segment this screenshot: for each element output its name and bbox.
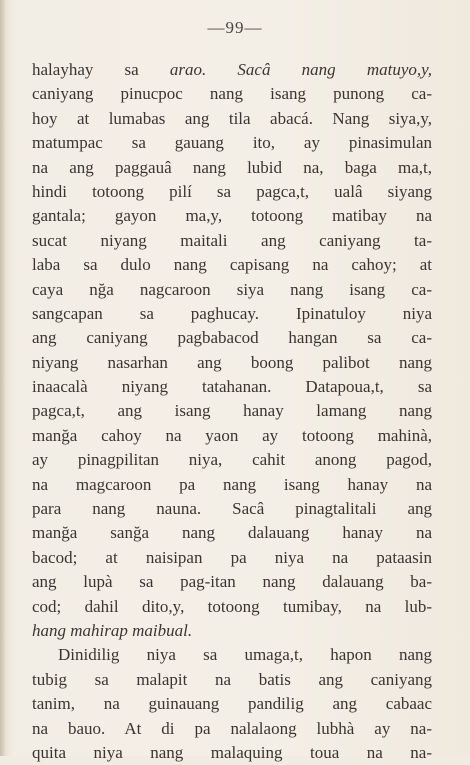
text-line: manğa cahoy na yaon ay totoong mahinà,: [32, 425, 432, 445]
text-line: niyang nasarhan ang boong palibot nang: [32, 352, 432, 372]
text-line: ay pinagpilitan niya, cahit anong pagod,: [32, 450, 432, 470]
text-line: ang lupà sa pag-itan nang dalauang ba-: [32, 572, 432, 592]
text-line: halayhay sa arao. Sacâ nang matuyo,y,: [32, 60, 432, 79]
text-line: hindi totoong pilí sa pagca,t, ualâ siyang: [32, 181, 432, 201]
text-line-paragraph-start: Dinidilig niya sa umaga,t, hapon nang: [58, 645, 432, 665]
text-line: na ang paggauâ nang lubid na, baga ma,t,: [32, 157, 432, 177]
text-line: pagca,t, ang isang hanay lamang nang: [32, 401, 432, 421]
text-line: sucat niyang maitali ang caniyang ta-: [32, 230, 432, 250]
text-line: sangcapan sa paghucay. Ipinatuloy niya: [32, 303, 432, 323]
text-line: matumpac sa gauang ito, ay pinasimulan: [32, 133, 432, 153]
text-line: tubig sa malapit na batis ang caniyang: [32, 669, 432, 689]
text-line: hoy at lumabas ang tila abacá. Nang siya,y,: [32, 108, 432, 128]
text-line: caya nğa nagcaroon siya nang isang ca-: [32, 279, 432, 299]
text-line: na bauo. At di pa nalalaong lubhà ay na-: [32, 718, 432, 738]
text-line: cod; dahil dito,y, totoong tumibay, na lub-: [32, 596, 432, 616]
text-line: ang caniyang pagbabacod hangan sa ca-: [32, 328, 432, 348]
text-line: gantala; gayon ma,y, totoong matibay na: [32, 206, 432, 226]
text-line: bacod; at naisipan pa niya na pataasin: [32, 547, 432, 567]
page-number: —99—: [207, 18, 263, 37]
text-line: manğa sanğa nang dalauang hanay na: [32, 523, 432, 543]
text-line: na magcaroon pa nang isang hanay na: [32, 474, 432, 494]
text-line: para nang nauna. Sacâ pinagtalitali ang: [32, 499, 432, 519]
text-line: inaacalà niyang tatahanan. Datapoua,t, sa: [32, 377, 432, 397]
text-line: caniyang pinucpoc nang isang punong ca-: [32, 84, 432, 104]
text-line: laba sa dulo nang capisang na cahoy; at: [32, 255, 432, 275]
body-text: [32, 58, 432, 765]
text-line: quita niya nang malaquing toua na na-: [32, 742, 432, 762]
text-line: tanim, na guinauang pandilig ang cabaac: [32, 694, 432, 714]
text-line-paragraph-end: hang mahirap maibual.: [32, 620, 193, 640]
page-spine-shadow: [0, 0, 6, 756]
